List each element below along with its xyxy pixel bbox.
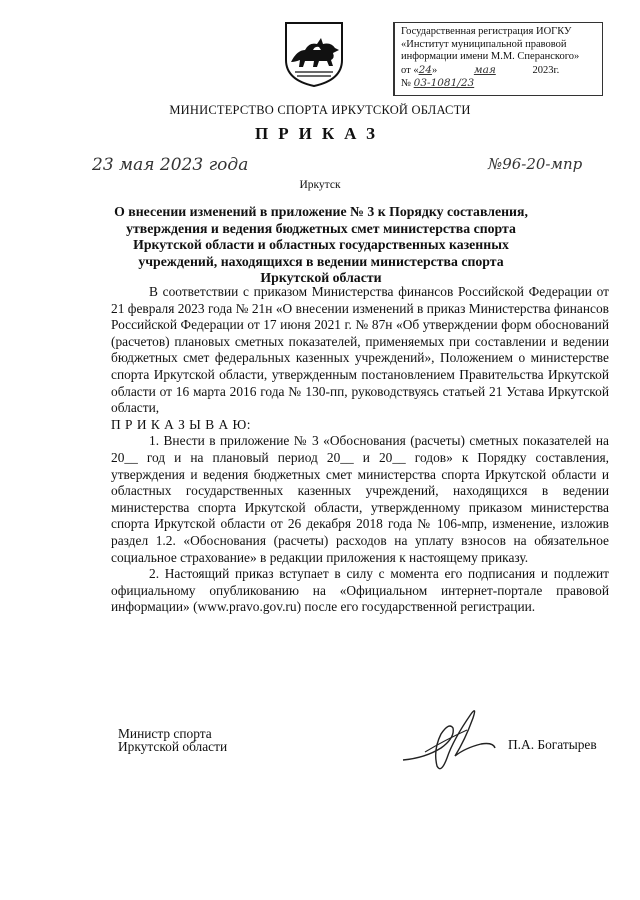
stamp-month: мая [473, 63, 496, 76]
order-date: 23 мая 2023 года [92, 155, 249, 175]
stamp-day: 24 [418, 63, 432, 76]
document-body [111, 284, 609, 616]
document-title: О внесении изменений в приложение № 3 к Порядку составления, утверждения и ведения бюджетных смет министерства спорта Иркутской области и областных государственных казенных учреждений, находящихся в ведении министерства спорта Иркутской области [114, 204, 528, 285]
order-item-2: 2. Настоящий приказ вступает в силу с момента его подписания и подлежит официальному опубликованию на «Официальном интернет-портале правовой информации» (www.pravo.gov.ru) после его государственной регистрации. [111, 566, 609, 615]
signatory-name: П.А. Богатырев [508, 737, 597, 752]
city: Иркутск [299, 179, 341, 191]
signatory-title-line: Министр спорта [118, 726, 212, 741]
stamp-line: информации имени М.М. Сперанского» [401, 51, 580, 62]
stamp-line: «Институт муниципальной правовой [401, 38, 567, 50]
order-word: П Р И К А З Ы В А Ю: [111, 416, 251, 432]
order-item-1: 1. Внести в приложение № 3 «Обоснования (расчеты) сметных показателей на 20__ год и на плановый период 20__ и 20__ годов» к Порядку составления, утверждения и ведения бюджетных смет министерства спорта Иркутской области и областных государственных казенных учреждений, находящихся в ведении министерства спорта Иркутской области, утвержденному приказом министерства спорта Иркутской области от 26 декабря 2018 года № 106-мпр, изменение, изложив раздел 1.2. «Обоснования (расчеты) расходов на уплату взносов на обязательное социальное страхование» в редакции приложения к настоящему приказу. [111, 433, 609, 565]
stamp-from-label: от « [401, 64, 419, 76]
stamp-line: Государственная регистрация ИОГКУ [401, 26, 572, 37]
handwritten-signature [395, 700, 505, 778]
signatory-title-line: Иркутской области [118, 739, 228, 754]
stamp-day-quote: » [431, 64, 438, 76]
signatory-title [118, 727, 227, 753]
document-type: ПРИКАЗ [255, 124, 385, 143]
stamp-year: 2023г. [532, 64, 560, 76]
order-number: №96-20-мпр [488, 155, 583, 173]
registration-stamp [393, 22, 603, 96]
stamp-number-label: № [401, 78, 412, 89]
stamp-number-row [401, 77, 598, 91]
stamp-date-row [401, 64, 598, 78]
irkutsk-coat-of-arms-icon [283, 20, 345, 88]
stamp-number: 03-1081/23 [413, 77, 475, 89]
ministry-name: МИНИСТЕРСТВО СПОРТА ИРКУТСКОЙ ОБЛАСТИ [169, 103, 471, 117]
preamble-paragraph: В соответствии с приказом Министерства финансов Российской Федерации от 21 февраля 2023 года № 21н «О внесении изменений в приказ Министерства финансов Российской Федерации от 17 июня 2021 г. № 87н «Об утверждении форм обоснований (расчетов) плановых сметных показателей, применяемых при составлении и ведении бюджетных смет федеральных казенных учреждений», Положением о министерстве спорта Иркутской области, утвержденным постановлением Правительства Иркутской области от 16 марта 2016 года № 130-пп, руководствуясь статьей 21 Устава Иркутской области, [111, 284, 609, 416]
